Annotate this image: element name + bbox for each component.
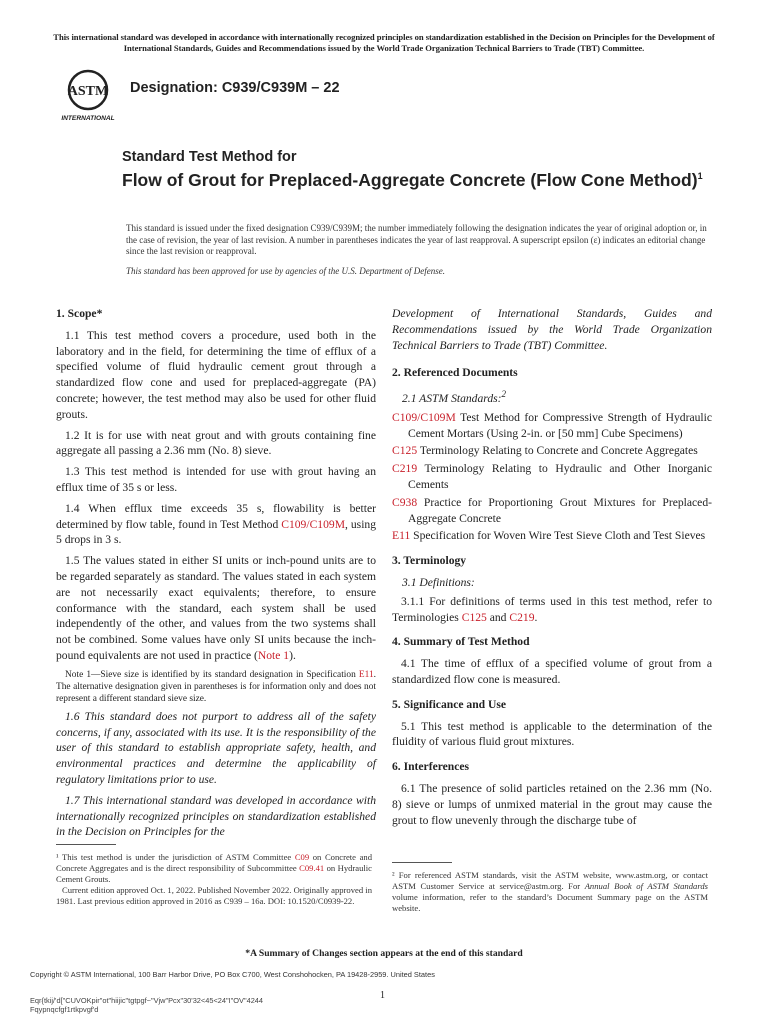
summary-heading: 4. Summary of Test Method [392, 635, 530, 649]
watermark-line-1: Eqr{tkij/'d["CUVOKpir"ot"hiijic"tgtpgf~"Vjw"Pcx"30'32<45<24"I"OV"4244 [30, 996, 264, 1005]
link-note-1[interactable]: Note 1 [257, 648, 290, 662]
def-mid: and [486, 610, 510, 624]
ref-item [392, 461, 712, 493]
referenced-documents-heading: 2. Referenced Documents [392, 366, 518, 380]
fn1-text-b: on Concrete and Concrete Aggregates and is the direct responsibility of Subcommittee [56, 852, 372, 873]
note-text: Note 1—Sieve size is identified by its standard designation in Specification [65, 669, 359, 680]
note-text-end: . The alternative designation given in parentheses is for information only and does not represent a different standard sieve size. [56, 669, 376, 704]
astm-logo-icon [60, 66, 122, 124]
definitions-label: 3.1 Definitions: [402, 576, 475, 590]
paragraph-1-2: 1.2 It is for use with neat grout and with grouts containing fine aggregate all passing a 2.36 mm (No. 8) sieve. [56, 428, 376, 458]
ref-item [392, 495, 712, 527]
paragraph-6-1: 6.1 The presence of solid particles retained on the 2.36 mm (No. 8) sieve or lumps of unmixed material in the grout may cause the grout to flow unevenly through the discharge tube of [392, 781, 712, 827]
title-block [122, 148, 722, 191]
paragraph-1-1: 1.1 This test method covers a procedure, used both in the laboratory and in the field, for determining the time of efflux of a specified volume of fluid hydraulic cement grout through a standardized flow cone and used for preplaced-aggregate (PA) concrete; however, the test method may also be used for other fluid grouts. [56, 328, 376, 421]
ref-code-link[interactable]: E11 [392, 529, 411, 543]
terminology-heading: 3. Terminology [392, 554, 467, 568]
p1-4-text: 1.4 When efflux time exceeds 35 s, flowability is better determined by flow table, found in Test Method [56, 501, 376, 531]
top-notice: This international standard was developed in accordance with internationally recognized principles on standardization established in the Decision on Principles for the Development of International Standards, Guides and Recommendations issued by the World Trade Organization Technical Barriers to Trade (TBT) Committee. [53, 32, 715, 53]
footnote-2 [392, 870, 708, 914]
right-column [392, 306, 712, 833]
paragraph-1-5 [56, 553, 376, 664]
ref-text: Test Method for Compressive Strength of Hydraulic Cement Mortars (Using 2-in. or [50 mm] Cube Specimens) [408, 410, 712, 440]
paragraph-5-1: 5.1 This test method is applicable to the determination of the fluidity of various fluid grout mixtures. [392, 719, 712, 749]
fn1-edition: Current edition approved Oct. 1, 2022. Published November 2022. Originally approved in 1981. Last previous edition approved in 2016 as C939 – 16a. DOI: 10.1520/C0939-22. [56, 885, 372, 906]
astm-standards-label [392, 387, 712, 407]
copyright: Copyright © ASTM International, 100 Barr Harbor Drive, PO Box C700, West Conshohocken, PA 19428-2959. United States [30, 970, 435, 979]
logo-subtext: INTERNATIONAL [61, 115, 115, 122]
ref-text: Practice for Proportioning Grout Mixtures for Preplaced-Aggregate Concrete [408, 495, 712, 525]
footnote-rule-right [392, 862, 452, 863]
ref-text: Terminology Relating to Hydraulic and Other Inorganic Cements [408, 462, 712, 492]
p1-5-text-end: ). [289, 648, 296, 662]
approval-note: This standard has been approved for use by agencies of the U.S. Department of Defense. [126, 266, 446, 276]
p1-4-text-end: , using 5 drops in 3 s. [56, 517, 377, 547]
title-main: Flow of Grout for Preplaced-Aggregate Concrete (Flow Cone Method) [122, 169, 698, 190]
scope-heading: 1. Scope* [56, 307, 103, 320]
paragraph-4-1: 4.1 The time of efflux of a specified volume of grout from a standardized flow cone is measured. [392, 657, 712, 686]
interferences-heading: 6. Interferences [392, 760, 470, 774]
page-number: 1 [380, 990, 385, 1001]
note-1 [56, 669, 376, 705]
paragraph-1-6: 1.6 This standard does not purport to address all of the safety concerns, if any, associated with its use. It is the responsibility of the user of this standard to establish appropriate safety, health, and environmental practices and determine the applicability of regulatory limitations prior to use. [56, 709, 376, 786]
link-c125[interactable]: C125 [461, 610, 487, 624]
intro-paragraph: This standard is issued under the fixed designation C939/C939M; the number immediately following the designation indicates the year of original adoption or, in the case of revision, the year of last revision. A number in parentheses indicates the year of last reapproval. A superscript epsilon (ε) indicates an editorial change since the last revision or reapproval. [126, 223, 707, 257]
paragraph-1-3: 1.3 This test method is intended for use with grout having an efflux time of 35 s or less. [56, 465, 376, 494]
continuation-text: Development of International Standards, Guides and Recommendations issued by the World Trade Organization Technical Barriers to Trade (TBT) Committee. [392, 307, 712, 352]
title-line-1: Standard Test Method for [122, 149, 297, 165]
astm-standards-text: 2.1 ASTM Standards: [402, 392, 502, 406]
fn2-text-b: volume information, refer to the standard’s Document Summary page on the ASTM website. [392, 892, 708, 913]
download-watermark [30, 996, 263, 1014]
watermark-line-2: Fqypnqcfgf1rtkpvgf'd [30, 1005, 99, 1014]
p1-5-text: 1.5 The values stated in either SI units or inch-pound units are to be regarded separately as standard. The values stated in each system are not necessarily exact equivalents; therefore, to ensure conformance with the standard, each system shall be used independently of the other, and values from the two systems shall not be combined. Some values have only SI units because the inch-pound equivalents are not used in practice ( [56, 554, 376, 662]
link-e11[interactable]: E11 [358, 669, 374, 680]
designation: Designation: C939/C939M – 22 [130, 80, 340, 96]
fn2-italic: Annual Book of ASTM Standards [584, 881, 708, 891]
ref-text: Specification for Woven Wire Test Sieve Cloth and Test Sieves [410, 529, 706, 543]
logo-text: ASTM [67, 84, 109, 99]
astm-standards-sup: 2 [501, 389, 507, 400]
ref-code-link[interactable]: C938 [392, 495, 418, 509]
def-text: 3.1.1 For definitions of terms used in this test method, refer to Terminologies [392, 594, 712, 624]
ref-code-link[interactable]: C219 [392, 462, 418, 476]
ref-text: Terminology Relating to Concrete and Concrete Aggregates [417, 444, 698, 458]
significance-heading: 5. Significance and Use [392, 697, 507, 711]
paragraph-1-4 [56, 501, 376, 548]
link-c09-41[interactable]: C09.41 [299, 863, 325, 873]
title-footnote-mark: 1 [697, 171, 703, 181]
footnote-1 [56, 852, 372, 907]
left-column [56, 306, 376, 845]
link-c219[interactable]: C219 [509, 610, 535, 624]
ref-item [392, 443, 712, 459]
fn2-text: ² For referenced ASTM standards, visit the ASTM website, www.astm.org, or contact ASTM Customer Service at service@astm.org. For [392, 870, 708, 891]
title-line-2 [122, 166, 722, 191]
def-end: . [534, 610, 538, 624]
ref-item [392, 528, 712, 544]
link-c09[interactable]: C09 [294, 852, 310, 862]
ref-item [392, 410, 712, 442]
fn1-text: ¹ This test method is under the jurisdiction of ASTM Committee [56, 852, 295, 862]
ref-code-link[interactable]: C109/C109M [392, 410, 456, 424]
footnote-rule-left [56, 844, 116, 845]
fn1-text-c: on Hydraulic Cement Grouts. [56, 863, 372, 884]
ref-code-link[interactable]: C125 [392, 444, 418, 458]
link-c109[interactable]: C109/C109M [281, 517, 346, 531]
summary-of-changes-note: *A Summary of Changes section appears at the end of this standard [245, 948, 523, 959]
paragraph-3-1-1 [392, 594, 712, 626]
paragraph-1-7: 1.7 This international standard was developed in accordance with internationally recognized principles on standardization established in the Decision on Principles for the [56, 793, 376, 839]
